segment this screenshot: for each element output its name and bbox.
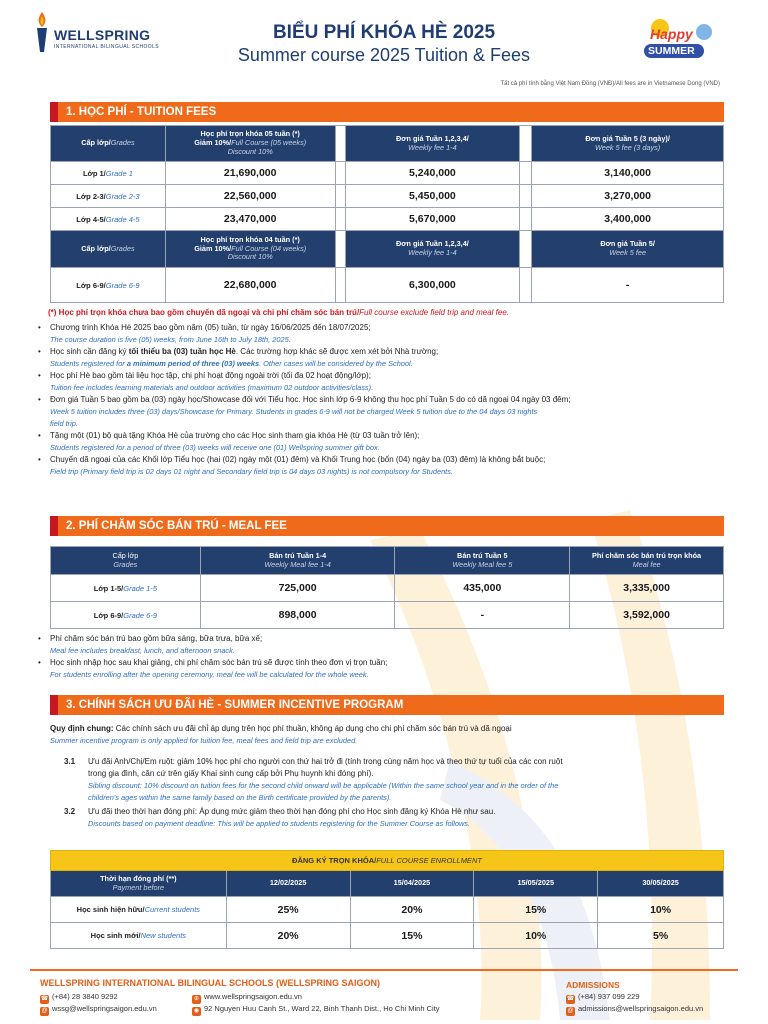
incentive-text [50,723,740,830]
meal-fee-table [50,546,724,629]
page-title-en: Summer course 2025 Tuition & Fees [237,45,531,65]
phone-icon: ☎ [40,996,49,1002]
summer-logo-happy: Happy [650,26,693,42]
tuition-header-row-2: Cấp lớp/Grades Học phí trọn khóa 04 tuần (*) Giảm 10%/Full Course (04 weeks) Discount 10% Đơn giá Tuần 1,2,3,4/ Weekly fee 1-4 Đơn giá Tuần 5/ Week 5 fee [51,231,724,268]
footer-phone[interactable]: ☎ (+84) 28 3840 9292 [40,992,118,1002]
meal-row-grade-1-5: Lớp 1-5/Grade 1-5 725,000 435,000 3,335,000 [51,575,724,602]
admissions-label: ADMISSIONS [566,980,620,990]
section-3-header: 3. CHÍNH SÁCH ƯU ĐÃI HÈ - SUMMER INCENTIVE PROGRAM [50,695,724,715]
tuition-row-grade-4-5: Lớp 4-5/Grade 4-5 23,470,000 5,670,000 3,400,000 [51,208,724,231]
location-icon: ◉ [193,1008,200,1014]
general-rule-en: Summer incentive program is only applied for tuition fee, meal fees and field trip are excluded. [50,736,358,745]
tuition-notes [36,322,736,478]
list-item-en: For students enrolling after the opening ceremony, meal fee will be calculated for the whole week. [50,670,369,679]
tuition-row-grade-2-3: Lớp 2-3/Grade 2-3 22,560,000 5,450,000 3,270,000 [51,185,724,208]
list-item: • Học phí Hè bao gồm tài liệu học tập, chi phí hoạt động ngoài trời (tối đa 02 hoạt động/lớp); [36,370,736,382]
list-item-en: field trip. [50,419,78,428]
list-item: • Đơn giá Tuần 5 bao gồm ba (03) ngày học/Showcase đối với Tiểu học. Học sinh lớp 6-9 không thu học phí Tuần 5 do có dã ngoại 04 ngày 03 đêm; [36,394,736,406]
list-item-en: Meal fee includes breakfast, lunch, and afternoon snack. [50,646,235,655]
email-icon: @ [41,1008,48,1014]
list-item-en: Students registered for a period of three (03) weeks will receive one (01) Wellspring summer gift box. [50,443,380,452]
meal-row-grade-6-9: Lớp 6-9/Grade 6-9 898,000 - 3,592,000 [51,602,724,629]
footer-website[interactable]: ⊕ www.wellspringsaigon.edu.vn [193,992,302,1002]
admissions-phone[interactable]: ☎ (+84) 937 099 229 [566,992,640,1002]
happy-summer-logo [638,14,718,62]
tuition-header-row: Cấp lớp/Grades Học phí trọn khóa 05 tuần (*) Giảm 10%/Full Course (05 weeks) Discount 10% Đơn giá Tuần 1,2,3,4/ Weekly fee 1-4 Đơn giá Tuần 5 (3 ngày)/ Week 5 fee (3 days) [51,126,724,162]
list-item-en: Tuition fee includes learning materials and outdoor activities (maximum 02 outdoor activities/class). [50,383,374,392]
footer-address: ◉ 92 Nguyen Huu Canh St., Ward 22, Binh Thanh Dist., Ho Chi Minh City [193,1004,440,1014]
phone-icon: ☎ [566,996,575,1002]
tuition-row-grade-1: Lớp 1/Grade 1 21,690,000 5,240,000 3,140,000 [51,162,724,185]
tuition-row-grade-6-9: Lớp 6-9/Grade 6-9 22,680,000 6,300,000 - [51,268,724,303]
meal-notes [36,633,736,681]
list-item-en: The course duration is five (05) weeks, from June 16th to July 18th, 2025. [50,335,291,344]
summer-logo-summer: SUMMER [648,45,695,57]
enrollment-banner: ĐĂNG KÝ TRỌN KHÓA/FULL COURSE ENROLLMENT [51,851,724,871]
admissions-email[interactable]: @ admissions@wellspringsaigon.edu.vn [567,1004,704,1014]
incentive-header-row: Thời hạn đóng phí (**) Payment before 12/02/2025 15/04/2025 15/05/2025 30/05/2025 [51,871,724,897]
list-item: • Học sinh nhập học sau khai giảng, chi phí chăm sóc bán trú sẽ được tính theo đơn vị trọn tuần; [36,657,736,669]
currency-note: Tất cả phí tính bằng Việt Nam Đồng (VNĐ)/All fees are in Vietnamese Dong (VND) [500,81,720,87]
list-item-en: Week 5 tuition includes three (03) days/Showcase for Primary. Students in grades 6-9 will not be charged Week 5 tuition due to the 04 days 03 nights [50,407,538,416]
tuition-table [50,125,724,303]
list-item: • Tặng một (01) bộ quà tặng Khóa Hè của trường cho các Học sinh tham gia khóa Hè (từ 03 tuần trở lên); [36,430,736,442]
logo-subtitle: INTERNATIONAL BILINGUAL SCHOOLS [54,44,160,50]
incentive-row-current: Học sinh hiện hữu/Current students 25% 20% 15% 10% [51,897,724,923]
incentive-table [50,850,724,949]
policy-3-1: 3.1 Ưu đãi Anh/Chị/Em ruột: giảm 10% học phí cho người con thứ hai trở đi (tính trong cùng năm học và theo thứ tự tuổi của các con ruột trong gia đình, căn cứ trên giấy Khai sinh cung cấp bởi Phụ huynh khi đóng phí). Sibling discount: 10% discount on tuition fees for the second child onward will be applicable (Within the same school year and in the order of the children's ages within the same family based on the Birth certificate provided by the parents). [64,757,563,802]
footer-email[interactable]: @ wssg@wellspringsaigon.edu.vn [41,1004,157,1014]
email-icon: @ [567,1008,574,1014]
list-item-en: Students registered for a minimum period of three (03) weeks. Other cases will be considered by the School. [50,359,413,368]
section-1-header: 1. HỌC PHÍ - TUITION FEES [50,102,724,122]
logo-name: WELLSPRING [54,27,151,43]
meal-header-row: Cấp lớp Grades Bán trú Tuần 1-4 Weekly Meal fee 1-4 Bán trú Tuần 5 Weekly Meal fee 5 Phí chăm sóc bán trú trọn khóa Meal fee [51,547,724,575]
list-item-en: Field trip (Primary field trip is 02 days 01 night and Secondary field trip is 04 days 03 nights) is not compulsory for Students. [50,467,453,476]
footer-divider [30,969,738,971]
list-item: • Học sinh cần đăng ký tối thiểu ba (03) tuần học Hè. Các trường hợp khác sẽ được xem xét bởi Nhà trường; [36,346,736,358]
section-2-header: 2. PHÍ CHĂM SÓC BÁN TRÚ - MEAL FEE [50,516,724,536]
general-rule: Quy định chung: Các chính sách ưu đãi chỉ áp dụng trên học phí thuần, không áp dụng cho chi phí chăm sóc bán trú và dã ngoại [50,724,512,733]
incentive-row-new: Học sinh mới/New students 20% 15% 10% 5% [51,923,724,949]
footer-org: WELLSPRING INTERNATIONAL BILINGUAL SCHOOLS (WELLSPRING SAIGON) [40,978,380,988]
globe-icon: ⊕ [193,996,200,1002]
policy-3-2: 3.2 Ưu đãi theo thời hạn đóng phí: Áp dụng mức giảm theo thời hạn đóng phí cho Học sinh đăng ký Khóa Hè như sau. Discounts based on payment deadline: This will be applied to students registering for the Summer Course as follows. [64,807,496,828]
page-title-vi: BIỂU PHÍ KHÓA HÈ 2025 [272,22,496,43]
list-item: • Phí chăm sóc bán trú bao gồm bữa sáng, bữa trưa, bữa xế; [36,633,736,645]
list-item: • Chương trình Khóa Hè 2025 bao gồm năm (05) tuần, từ ngày 16/06/2025 đến 18/07/2025; [36,322,736,334]
list-item: • Chuyến dã ngoại của các Khối lớp Tiểu học (hai (02) ngày một (01) đêm) và Khối Trung học (bốn (04) ngày ba (03) đêm) là không bắt buộc; [36,454,736,466]
tuition-footnote: (*) Học phí trọn khóa chưa bao gồm chuyến dã ngoại và chi phí chăm sóc bán trú/Full course exclude field trip and meal fee. [48,308,510,317]
incentive-banner-row [51,851,724,871]
